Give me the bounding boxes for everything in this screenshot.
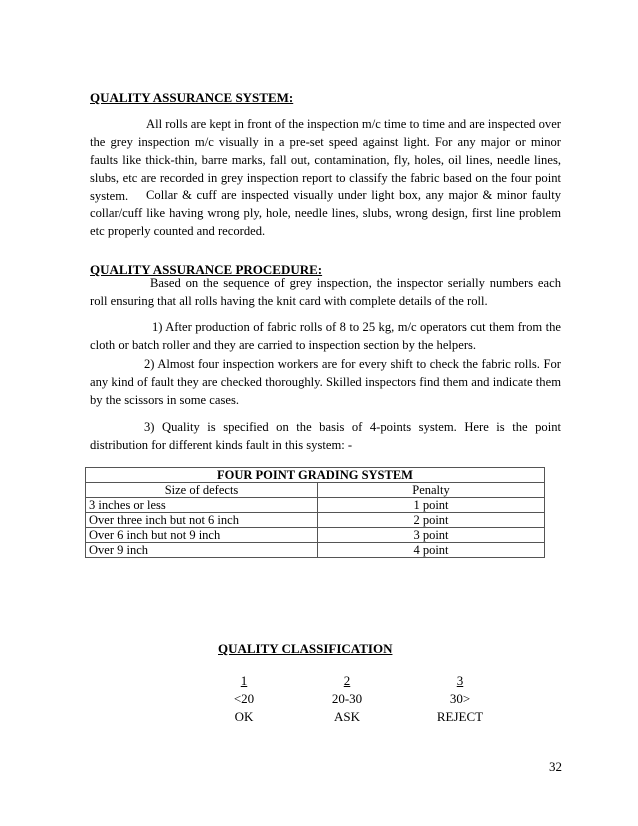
classification-range: 20-30 [331,691,363,706]
procedure-item-3: 3) Quality is specified on the basis of 4-points system. Here is the point distribution for different kinds fault in this system: - [90,420,561,452]
classification-number: 1 [240,673,248,688]
table-row [86,528,545,543]
classification-number: 2 [343,673,351,688]
classification-range: 30> [449,691,471,706]
classification-column-2 [317,672,377,726]
classification-heading: QUALITY CLASSIFICATION [218,641,393,656]
classification-number: 3 [456,673,464,688]
procedure-item-2: 2) Almost four inspection workers are for every shift to check the fabric rolls. For any kind of fault they are checked thoroughly. Skilled inspectors find them and indicate them by the scissors in some cases. [90,357,561,407]
four-point-grading-table [85,467,545,558]
procedure-intro: Based on the sequence of grey inspection, the inspector serially numbers each roll ensuring that all rolls having the knit card with complete details of the roll. [90,276,561,308]
penalty-cell: 3 point [318,528,545,543]
column-header-size: Size of defects [86,483,318,498]
classification-column-1 [214,672,274,726]
procedure-item-1: 1) After production of fabric rolls of 8 to 25 kg, m/c operators cut them from the cloth or batch roller and they are carried to inspection section by the helpers. [90,320,561,352]
penalty-cell: 1 point [318,498,545,513]
table-row [86,543,545,558]
classification-label: ASK [333,709,360,724]
system-paragraph-1: All rolls are kept in front of the inspection m/c time to time and are inspected over the grey inspection m/c visually in a pre-set speed against light. For any major or minor faults like thick-thin, barre marks, fall out, contamination, fly, holes, oil lines, needle lines, slubs, etc are recorded in grey inspection report to classify the fabric based on the four point system. [90,117,561,203]
classification-range: <20 [233,691,255,706]
table-header-row [86,483,545,498]
table-row [86,498,545,513]
penalty-cell: 4 point [318,543,545,558]
size-cell: Over three inch but not 6 inch [86,513,318,528]
penalty-cell: 2 point [318,513,545,528]
size-cell: 3 inches or less [86,498,318,513]
system-paragraph-2: Collar & cuff are inspected visually under light box, any major & minor faulty collar/cuff like having wrong ply, hole, needle lines, slubs, wrong design, first line problem etc properly counted and recorded. [90,188,561,238]
page-number: 32 [549,759,562,774]
size-cell: Over 6 inch but not 9 inch [86,528,318,543]
classification-label: OK [234,709,254,724]
classification-label: REJECT [436,709,484,724]
classification-column-3 [430,672,490,726]
table-title-row [86,468,545,483]
table-row [86,513,545,528]
section-heading-procedure: QUALITY ASSURANCE PROCEDURE: [90,262,323,277]
section-heading-system: QUALITY ASSURANCE SYSTEM: [90,90,294,105]
column-header-penalty: Penalty [318,483,545,498]
size-cell: Over 9 inch [86,543,318,558]
table-title: FOUR POINT GRADING SYSTEM [86,468,545,483]
